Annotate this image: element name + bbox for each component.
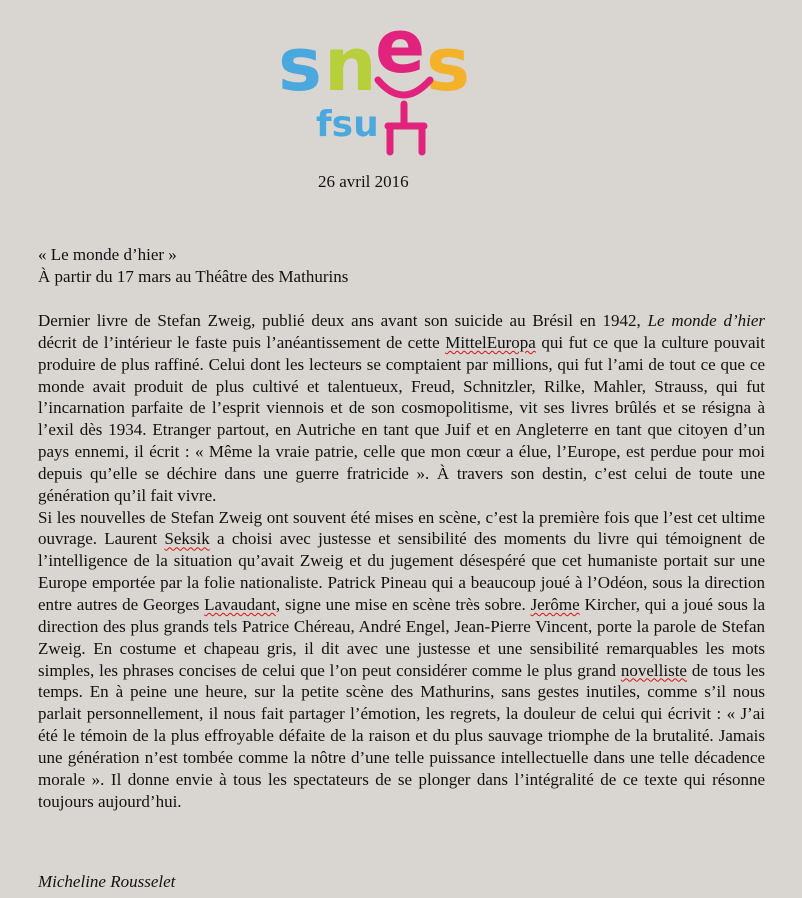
spellcheck-word: MittelEuropa xyxy=(445,332,536,352)
article-title: « Le monde d’hier » xyxy=(38,245,177,264)
logo-letter-n: n xyxy=(324,28,377,108)
snes-fsu-logo xyxy=(278,28,498,158)
text-run: Dernier livre de Stefan Zweig, publié deux ans avant son suicide au Brésil en 1942, xyxy=(38,311,648,330)
spellcheck-word: Lavaudant xyxy=(204,594,276,614)
paragraph-2 xyxy=(38,507,765,813)
text-run: décrit de l’intérieur le faste puis l’anéantissement de cette xyxy=(38,332,446,352)
logo-letter-s1: s xyxy=(278,28,323,108)
article-body xyxy=(38,310,765,812)
text-run: a choisi avec justesse et sensibilité des moments du livre qui témoignent de l’intelligence de la situation qu’avait Zweig et du jugement désespéré que cet humaniste portait sur une Europe emportée par la folie nationaliste. Patrick Pineau qui a beaucoup joué à l’Odéon, sous la direction entre autres de Georges xyxy=(38,529,765,614)
article-heading xyxy=(38,244,348,288)
document-date: 26 avril 2016 xyxy=(318,172,409,191)
book-title: Le monde d’hier xyxy=(647,311,765,330)
spellcheck-word: Seksik xyxy=(164,529,210,549)
text-run: Si les nouvelles de Stefan Zweig ont souvent été mises en scène, c’est la première fois que l’est cet ultime ouvrage. Laurent xyxy=(38,507,765,549)
paragraph-1 xyxy=(38,310,765,507)
spellcheck-word: Jerôme xyxy=(530,594,580,614)
logo-fsu: fsu xyxy=(316,104,379,145)
article-subtitle: À partir du 17 mars au Théâtre des Mathurins xyxy=(38,267,349,286)
logo-figure xyxy=(378,80,430,152)
text-run: Kircher, qui a joué sous la direction des plus grands tels Patrice Chéreau, André Engel, Jean-Pierre Vincent, porte la parole de Stefan Zweig. En costume et chapeau gris, il dit avec une justesse et une sensibilité remarquables les mots simples, les phrases concises de celui que l’on peut considérer comme le plus grand xyxy=(38,594,765,680)
logo-letter-s2: s xyxy=(426,28,471,108)
spellcheck-word: novelliste xyxy=(620,660,687,680)
text-run: qui fut ce que la culture pouvait produire de plus raffiné. Celui dont les lecteurs se comptaient par millions, qui fut l’ami de tout ce que ce monde avait produit de plus cultivé et talentueux, Freud, Schnitzler, Rilke, Mahler, Strauss, qui fut l’incarnation parfaite de l’esprit viennois et de son cosmopolitisme, vit ses livres brûlés et se résigna à l’exil dès 1934. Etranger partout, en Autriche en tant que Juif et en Angleterre en tant que citoyen d’un pays ennemi, il écrit : « Même la vraie patrie, celle que mon cœur a élue, l’Europe, est perdue pour moi depuis qu’elle se déchire dans une guerre fratricide ». À travers son destin, c’est celui de toute une génération qu’il fait vivre. xyxy=(38,332,765,505)
text-run: de tous les temps. En à peine une heure, sur la petite scène des Mathurins, sans gestes inutiles, comme s’il nous parlait personnellement, il nous fait partager l’émotion, les regrets, la douleur de celui qui écrivit : « J’ai été le témoin de la plus effroyable défaite de la raison et du plus sauvage triomphe de la brutalité. Jamais une génération n’est tombée comme la nôtre d’une telle puissance intellectuelle dans une telle décadence morale ». Il donne envie à tous les spectateurs de se plonger dans l’intégralité de ce texte qui résonne toujours aujourd’hui. xyxy=(38,660,765,811)
author-signature: Micheline Rousselet xyxy=(38,872,176,891)
text-run: , signe une mise en scène très sobre. xyxy=(275,594,531,614)
logo-letter-e: e xyxy=(375,28,426,90)
